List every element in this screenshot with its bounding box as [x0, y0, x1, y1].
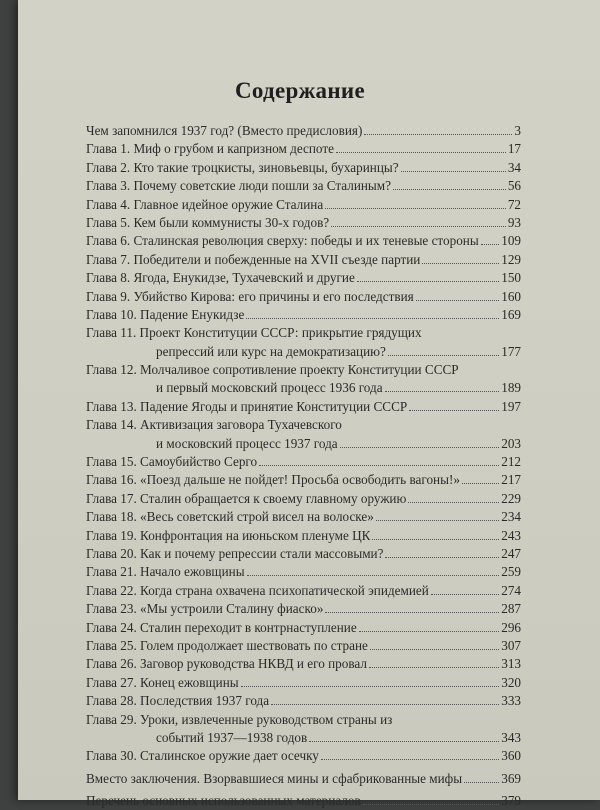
- dot-leader: [241, 686, 500, 687]
- toc-entry[interactable]: [86, 140, 521, 158]
- toc-entry-title: Глава 17. Сталин обращается к своему главному оружию: [86, 490, 407, 506]
- toc-page-number: 287: [501, 601, 521, 617]
- toc-page-number: 203: [501, 435, 521, 451]
- dot-leader: [481, 244, 500, 245]
- toc-page-number: 313: [501, 656, 521, 672]
- toc-entry-title: событий 1937—1938 годов: [156, 729, 308, 745]
- toc-entry-title: Вместо заключения. Взорвавшиеся мины и сфабрикованные мифы: [86, 770, 463, 786]
- toc-entry[interactable]: [86, 619, 521, 637]
- toc-entry-title: Глава 23. «Мы устроили Сталину фиаско»: [86, 601, 324, 617]
- toc-entry-title: Глава 28. Последствия 1937 года: [86, 693, 270, 709]
- dot-leader: [408, 502, 499, 503]
- toc-entry[interactable]: [86, 527, 521, 545]
- toc-page-number: 34: [507, 159, 521, 175]
- dot-leader: [370, 649, 499, 650]
- dot-leader: [464, 782, 499, 783]
- toc-entry-title: Глава 13. Падение Ягоды и принятие Конституции СССР: [86, 398, 408, 414]
- dot-leader: [247, 575, 500, 576]
- toc-page-number: 129: [501, 251, 521, 267]
- toc-page-number: 307: [501, 637, 521, 653]
- toc-page-number: 93: [507, 214, 521, 230]
- dot-leader: [340, 447, 500, 448]
- toc-entry[interactable]: [86, 122, 521, 140]
- toc-entry[interactable]: [86, 747, 521, 765]
- toc-entry-title: Глава 27. Конец ежовщины: [86, 674, 239, 690]
- toc-page-number: 150: [501, 270, 521, 286]
- dot-leader: [409, 410, 499, 411]
- toc-entry-title: Глава 16. «Поезд дальше не пойдет! Просьба освободить вагоны!»: [86, 472, 460, 488]
- toc-entry-title: Глава 24. Сталин переходит в контрнаступление: [86, 619, 357, 635]
- toc-page-number: 212: [501, 454, 521, 470]
- toc-entry[interactable]: [86, 453, 521, 471]
- dot-leader: [331, 226, 506, 227]
- toc-page-number: 169: [501, 306, 521, 322]
- toc-entry[interactable]: [86, 508, 521, 526]
- toc-entry[interactable]: [86, 361, 521, 398]
- page-title: Содержание: [235, 78, 365, 103]
- toc-entry[interactable]: [86, 770, 521, 788]
- dot-leader: [336, 152, 506, 153]
- toc-page-number: 243: [501, 527, 521, 543]
- toc-entry[interactable]: [86, 159, 521, 177]
- toc-entry[interactable]: [86, 490, 521, 508]
- toc-entry-title: Глава 26. Заговор руководства НКВД и его провал: [86, 656, 367, 672]
- toc-entry-title: Глава 19. Конфронтация на июньском пленуме ЦК: [86, 527, 371, 543]
- toc-page-number: 379: [501, 793, 521, 809]
- toc-page-number: 109: [501, 233, 521, 249]
- toc-entry[interactable]: [86, 471, 521, 489]
- toc-page-number: 320: [501, 674, 521, 690]
- dot-leader: [246, 318, 499, 319]
- dot-leader: [422, 263, 499, 264]
- dot-leader: [388, 355, 499, 356]
- dot-leader: [325, 612, 499, 613]
- dot-leader: [385, 391, 500, 392]
- dot-leader: [393, 189, 506, 190]
- toc-entry[interactable]: [86, 177, 521, 195]
- toc-page-number: 274: [501, 582, 521, 598]
- toc-entry-title: Глава 3. Почему советские люди пошли за Сталиным?: [86, 178, 391, 194]
- dot-leader: [363, 804, 500, 805]
- toc-entry[interactable]: [86, 711, 521, 748]
- toc-page-number: 17: [507, 141, 521, 157]
- dot-leader: [462, 483, 499, 484]
- table-of-contents: [86, 122, 521, 810]
- dot-leader: [364, 134, 512, 135]
- dot-leader: [357, 281, 499, 282]
- toc-entry-title: Глава 14. Активизация заговора Тухачевского: [86, 417, 342, 433]
- toc-entry-title: Глава 1. Миф о грубом и капризном деспоте: [86, 141, 334, 157]
- toc-entry-title: и первый московский процесс 1936 года: [156, 380, 383, 396]
- toc-page-number: 259: [501, 564, 521, 580]
- toc-entry-title: Глава 29. Уроки, извлеченные руководством страны из: [86, 711, 393, 727]
- toc-entry[interactable]: [86, 398, 521, 416]
- toc-entry[interactable]: [86, 637, 521, 655]
- toc-page-number: 296: [501, 619, 521, 635]
- toc-page-number: 229: [501, 490, 521, 506]
- dot-leader: [359, 631, 500, 632]
- toc-entry[interactable]: [86, 232, 521, 250]
- toc-entry-title: Глава 8. Ягода, Енукидзе, Тухачевский и другие: [86, 270, 355, 286]
- toc-page-number: 160: [501, 288, 521, 304]
- toc-entry-title: Глава 4. Главное идейное оружие Сталина: [86, 196, 324, 212]
- toc-entry-title: Глава 25. Голем продолжает шествовать по стране: [86, 637, 368, 653]
- toc-page-number: 247: [501, 545, 521, 561]
- toc-entry-title: Чем запомнился 1937 год? (Вместо предисловия): [86, 123, 363, 138]
- dot-leader: [416, 300, 499, 301]
- dot-leader: [401, 171, 506, 172]
- toc-page-number: 343: [501, 729, 521, 745]
- toc-entry[interactable]: [86, 674, 521, 692]
- toc-page-number: 333: [501, 693, 521, 709]
- toc-page-number: 369: [501, 770, 521, 786]
- dot-leader: [431, 594, 499, 595]
- toc-page-number: 72: [507, 196, 521, 212]
- dot-leader: [321, 759, 499, 760]
- toc-entry[interactable]: [86, 251, 521, 269]
- toc-entry-title: Глава 15. Самоубийство Серго: [86, 454, 258, 470]
- toc-entry-title: Перечень основных использованных материалов: [86, 793, 361, 809]
- dot-leader: [369, 667, 499, 668]
- toc-entry[interactable]: [86, 288, 521, 306]
- toc-page-number: 360: [501, 748, 521, 764]
- toc-page-number: 197: [501, 398, 521, 414]
- toc-entry[interactable]: [86, 692, 521, 710]
- toc-entry[interactable]: [86, 269, 521, 287]
- dot-leader: [259, 465, 499, 466]
- toc-entry[interactable]: [86, 416, 521, 453]
- toc-entry-title: Глава 7. Победители и побежденные на XVII съезде партии: [86, 251, 421, 267]
- toc-entry[interactable]: [86, 545, 521, 563]
- toc-entry-title: и московский процесс 1937 года: [156, 435, 338, 451]
- toc-page-number: 56: [507, 178, 521, 194]
- toc-entry-title: Глава 21. Начало ежовщины: [86, 564, 245, 580]
- toc-entry-title: Глава 18. «Весь советский строй висел на волоске»: [86, 509, 374, 525]
- dot-leader: [309, 741, 499, 742]
- toc-entry[interactable]: [86, 792, 521, 810]
- toc-entry[interactable]: [86, 563, 521, 581]
- dot-leader: [376, 520, 499, 521]
- dot-leader: [325, 208, 506, 209]
- dot-leader: [385, 557, 499, 558]
- toc-entry-title: Глава 9. Убийство Кирова: его причины и его последствия: [86, 288, 414, 304]
- toc-entry-title: Глава 22. Когда страна охвачена психопатической эпидемией: [86, 582, 429, 598]
- toc-entry[interactable]: [86, 306, 521, 324]
- toc-page-number: 3: [514, 123, 521, 138]
- toc-page-number: 189: [501, 380, 521, 396]
- dot-leader: [271, 704, 499, 705]
- toc-page-number: 234: [501, 509, 521, 525]
- toc-entry-title: Глава 6. Сталинская революция сверху: победы и их теневые стороны: [86, 233, 479, 249]
- toc-entry[interactable]: [86, 324, 521, 361]
- toc-entry-title: Глава 10. Падение Енукидзе: [86, 306, 245, 322]
- toc-entry[interactable]: [86, 196, 521, 214]
- toc-entry-title: Глава 2. Кто такие троцкисты, зиновьевцы, бухаринцы?: [86, 159, 399, 175]
- toc-entry-title: Глава 30. Сталинское оружие дает осечку: [86, 748, 319, 764]
- toc-entry[interactable]: [86, 214, 521, 232]
- toc-entry[interactable]: [86, 655, 521, 673]
- toc-entry-title: репрессий или курс на демократизацию?: [156, 343, 386, 359]
- toc-entry-title: Глава 12. Молчаливое сопротивление проекту Конституции СССР: [86, 362, 459, 378]
- toc-entry-title: Глава 5. Кем были коммунисты 30-х годов?: [86, 214, 330, 230]
- toc-entry[interactable]: [86, 600, 521, 618]
- toc-entry-title: Глава 11. Проект Конституции СССР: прикрытие грядущих: [86, 325, 422, 341]
- toc-page-number: 217: [501, 472, 521, 488]
- toc-page-number: 177: [501, 343, 521, 359]
- dot-leader: [372, 539, 499, 540]
- toc-entry[interactable]: [86, 582, 521, 600]
- toc-entry-title: Глава 20. Как и почему репрессии стали массовыми?: [86, 545, 384, 561]
